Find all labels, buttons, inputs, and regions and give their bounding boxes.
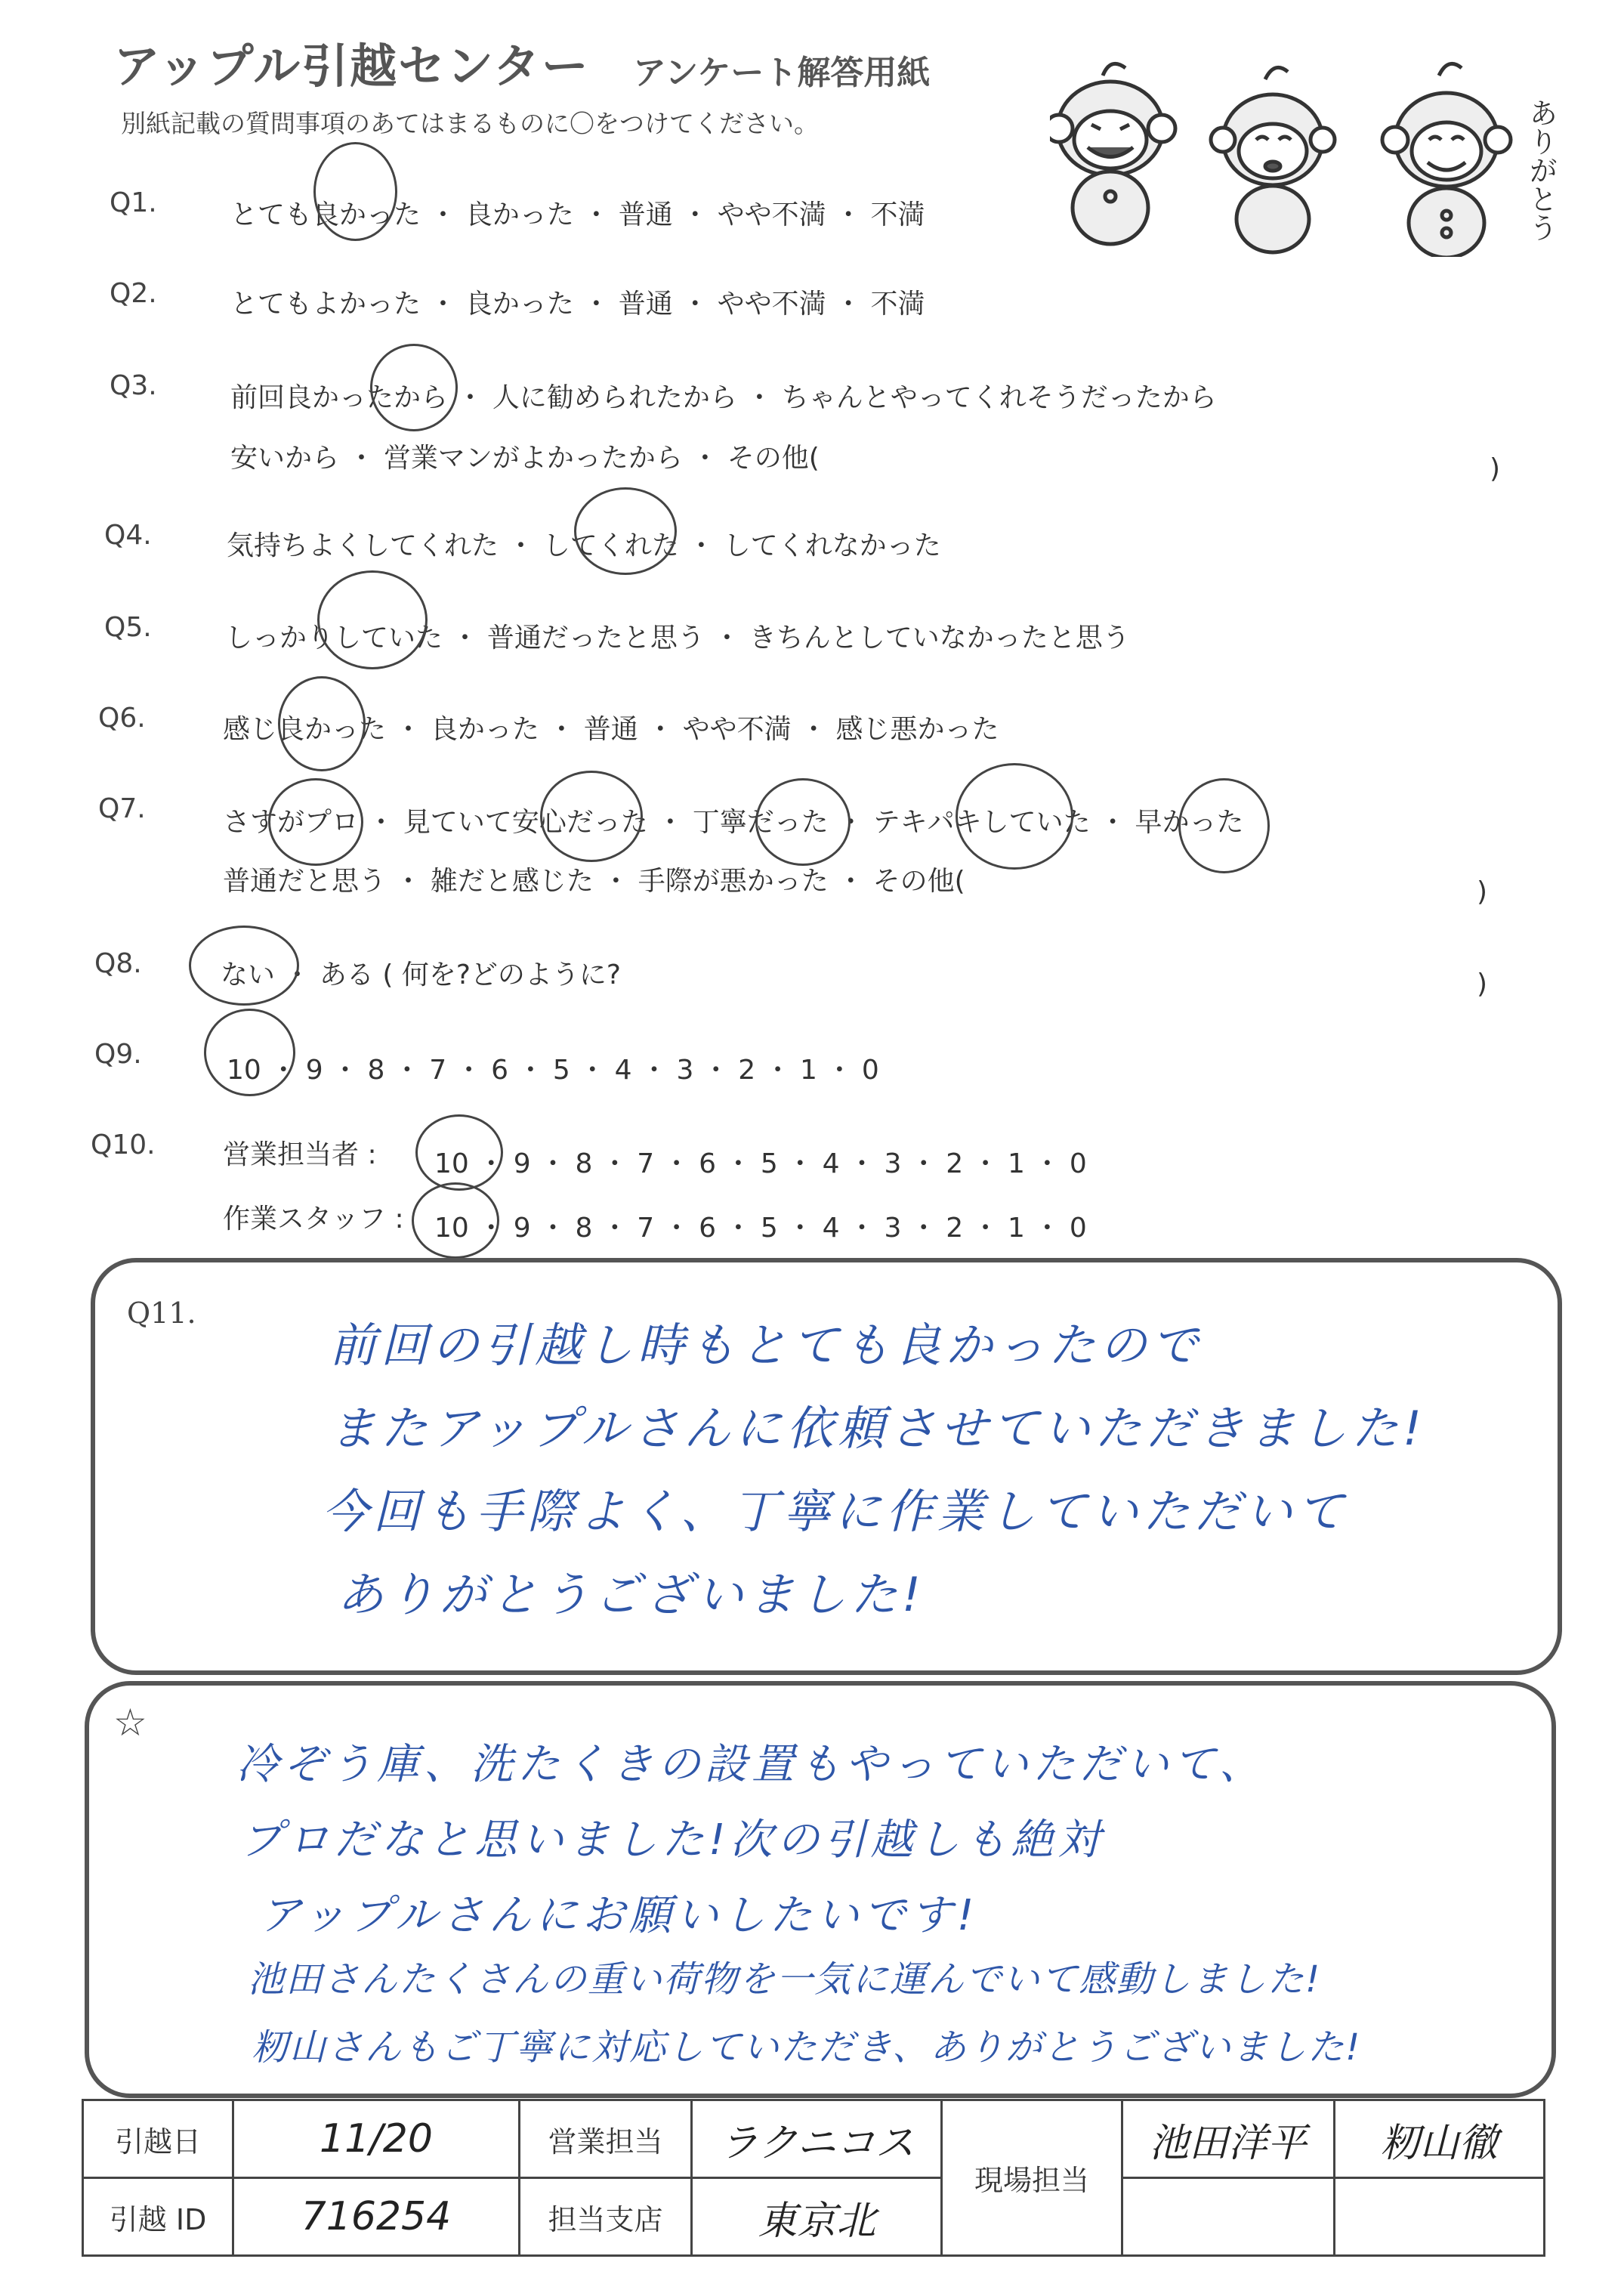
q4-options: 気持ちよくしてくれた ・ してくれた ・ してくれなかった (227, 530, 941, 561)
q5-answer-circle (317, 570, 428, 669)
q10-sales-label: 営業担当者 : (223, 1139, 377, 1170)
q3-answer-circle (370, 344, 458, 431)
q1-options: とても良かった ・ 良かった ・ 普通 ・ やや不満 ・ 不満 (230, 199, 925, 230)
footer-info-table (82, 2099, 1545, 2257)
star-line-5: 籾山さんもご丁寧に対応していただき、ありがとうございました! (252, 2026, 1362, 2069)
q11-line-4: ありがとうございました! (337, 1567, 925, 1622)
q7-answer-circle-3 (755, 778, 851, 866)
q11-line-1: 前回の引越し時もとても良かったので (329, 1318, 1203, 1373)
mascot-thanks-text: ありがとう (1524, 98, 1558, 242)
q3-options-line2: 安いから ・ 営業マンがよかったから ・ その他( (230, 443, 820, 474)
q10-label: Q10. (91, 1130, 156, 1160)
q9-label: Q9. (94, 1039, 142, 1070)
star-comment-box (85, 1681, 1556, 2098)
monkey-mascots-illustration (1050, 45, 1579, 257)
monkey-mascot-3 (1382, 63, 1511, 257)
q10-staff-scale: 10 ・ 9 ・ 8 ・ 7 ・ 6 ・ 5 ・ 4 ・ 3 ・ 2 ・ 1 ・ 0 (434, 1213, 1087, 1244)
q10-sales-scale: 10 ・ 9 ・ 8 ・ 7 ・ 6 ・ 5 ・ 4 ・ 3 ・ 2 ・ 1 ・ 0 (434, 1148, 1087, 1179)
move-id-handwriting: 716254 (301, 2194, 452, 2239)
branch-label: 担当支店 (519, 2178, 691, 2256)
move-date-handwriting: 11/20 (320, 2116, 433, 2162)
q6-options: 感じ良かった ・ 良かった ・ 普通 ・ やや不満 ・ 感じ悪かった (223, 714, 999, 745)
q11-line-2: またアップルさんに依頼させていただきました! (329, 1401, 1427, 1456)
q10-staff-answer-circle (412, 1182, 499, 1259)
star-line-2: プロだなと思いました!次の引越しも絶対 (240, 1816, 1105, 1865)
move-date-value (233, 2100, 520, 2178)
site-staff-1-empty (1122, 2178, 1334, 2256)
star-line-3: アップルさんにお願いしたいです! (259, 1891, 979, 1940)
q1-answer-circle (313, 142, 397, 241)
q6-label: Q6. (98, 703, 146, 734)
q5-label: Q5. (104, 612, 152, 643)
site-staff-2-handwriting: 籾山徹 (1380, 2120, 1499, 2166)
site-staff-2-value (1334, 2100, 1544, 2178)
q11-label: Q11. (127, 1296, 196, 1330)
q11-line-3: 今回も手際よく、丁寧に作業していただいて (322, 1484, 1348, 1539)
q6-answer-circle (278, 676, 366, 771)
instruction-text: 別紙記載の質問事項のあてはまるものに〇をつけてください。 (121, 109, 819, 138)
move-id-value (233, 2178, 520, 2256)
q7-options-line2: 普通だと思う ・ 雑だと感じた ・ 手際が悪かった ・ その他( (223, 866, 965, 897)
q7-options-line1: さすがプロ ・ 見ていて安心だった ・ 丁寧だった ・ テキパキしていた ・ 早かった (223, 807, 1244, 838)
star-mark: ☆ (113, 1701, 147, 1744)
star-line-4: 池田さんたくさんの重い荷物を一気に運んでいて感動しました! (248, 1958, 1322, 2001)
branch-handwriting: 東京北 (758, 2198, 876, 2244)
q1-label: Q1. (110, 187, 157, 218)
q11-comment-box (91, 1258, 1562, 1675)
q7-answer-circle-4 (956, 763, 1073, 870)
q8-paren-close: ) (1477, 969, 1488, 1000)
q7-label: Q7. (98, 793, 146, 824)
q2-label: Q2. (110, 278, 157, 309)
q7-answer-circle-2 (540, 771, 643, 862)
q2-options: とてもよかった ・ 良かった ・ 普通 ・ やや不満 ・ 不満 (230, 289, 925, 320)
q8-answer-circle (189, 926, 299, 1006)
q7-answer-circle-1 (268, 778, 363, 866)
move-date-label: 引越日 (83, 2100, 233, 2178)
q8-options: ない ・ ある ( 何を?どのように? (221, 960, 622, 990)
monkey-mascot-2 (1211, 67, 1335, 252)
q3-paren-close: ) (1490, 453, 1501, 484)
q5-options: しっかりしていた ・ 普通だったと思う ・ きちんとしていなかったと思う (225, 623, 1130, 654)
branch-value (692, 2178, 942, 2256)
q4-answer-circle (574, 487, 677, 575)
q9-scale: 10 ・ 9 ・ 8 ・ 7 ・ 6 ・ 5 ・ 4 ・ 3 ・ 2 ・ 1 ・ 0 (227, 1055, 879, 1086)
sales-staff-value (692, 2100, 942, 2178)
site-staff-1-handwriting: 池田洋平 (1149, 2120, 1307, 2166)
q9-answer-circle (204, 1009, 295, 1096)
move-id-label: 引越 ID (83, 2178, 233, 2256)
page-subtitle: アンケート解答用紙 (633, 54, 931, 92)
q7-paren-close: ) (1477, 876, 1488, 907)
q10-sales-answer-circle (415, 1114, 503, 1191)
monkey-mascot-1 (1050, 63, 1175, 244)
sales-staff-handwriting: ラクニコス (718, 2120, 915, 2166)
star-line-1: 冷ぞう庫、洗たくきの設置もやっていただいて、 (236, 1740, 1266, 1789)
q7-answer-circle-5 (1178, 778, 1270, 873)
q3-label: Q3. (110, 370, 157, 401)
site-staff-label: 現場担当 (942, 2100, 1122, 2256)
sales-staff-label: 営業担当 (519, 2100, 691, 2178)
site-staff-2-empty (1334, 2178, 1544, 2256)
q3-options-line1: 前回良かったから ・ 人に勧められたから ・ ちゃんとやってくれそうだったから (230, 382, 1217, 413)
q10-staff-label: 作業スタッフ : (223, 1204, 404, 1235)
q4-label: Q4. (104, 520, 152, 551)
page-title: アップル引越センター (113, 39, 590, 94)
site-staff-1-value (1122, 2100, 1334, 2178)
q8-label: Q8. (94, 948, 142, 979)
